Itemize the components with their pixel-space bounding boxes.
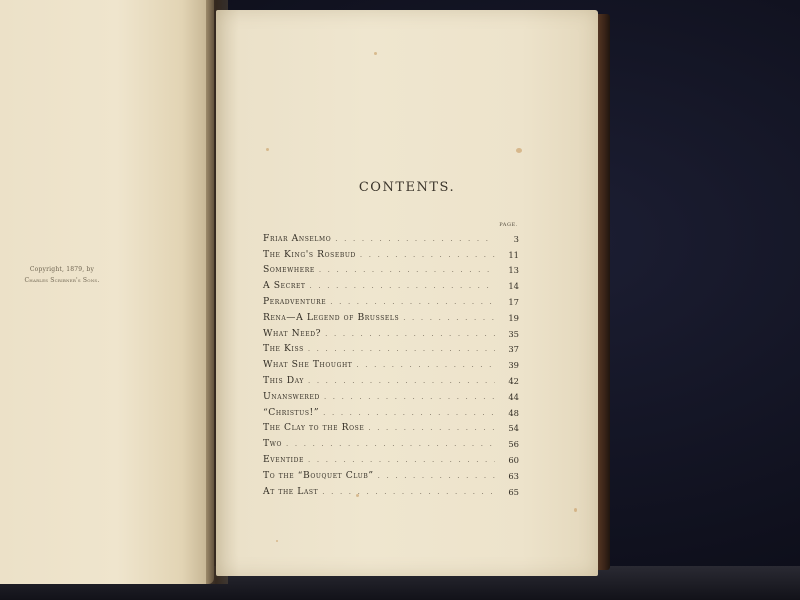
- toc-entry-title: This Day: [263, 374, 304, 386]
- toc-dot-leader: [323, 409, 495, 418]
- toc-entry-page: 11: [508, 249, 519, 260]
- toc-dot-leader: [310, 282, 495, 291]
- toc-entry-page: 37: [508, 344, 519, 355]
- toc-entry-page: 19: [508, 312, 519, 323]
- toc-entry-title: Eventide: [263, 453, 305, 465]
- toc-dot-leader: [322, 488, 495, 497]
- copyright-line-1: Copyright, 1879, by: [29, 266, 95, 273]
- toc-dot-leader: [324, 393, 495, 402]
- toc-entry-page: 48: [508, 407, 519, 418]
- toc-entry-page: 65: [508, 486, 519, 497]
- toc-entry: [263, 418, 519, 434]
- toc-entry-page: 3: [513, 233, 519, 244]
- toc-dot-leader: [378, 472, 495, 481]
- toc-entry-page: 14: [508, 281, 519, 292]
- toc-entry-page: 60: [508, 454, 519, 465]
- toc-dot-leader: [330, 298, 495, 307]
- toc-entry-title: Rena—A Legend of Brussels: [263, 311, 400, 323]
- toc-entry-page: 39: [508, 360, 519, 371]
- toc-dot-leader: [335, 235, 495, 244]
- foxing-spot: [574, 508, 577, 512]
- foxing-spot: [266, 148, 269, 151]
- toc-entry: [263, 465, 519, 481]
- toc-entry-title: The Kiss: [263, 343, 304, 355]
- toc-entry: [263, 323, 519, 339]
- toc-entry: [263, 228, 519, 244]
- toc-dot-leader: [325, 330, 495, 339]
- toc-entry-page: 44: [508, 391, 519, 402]
- toc-entry-title: To the “Bouquet Club”: [263, 469, 374, 481]
- toc-entry: [263, 354, 519, 370]
- toc-entry-title: Peradventure: [263, 295, 327, 307]
- toc-entry: [263, 275, 519, 291]
- toc-dot-leader: [308, 377, 495, 386]
- toc-dot-leader: [319, 266, 495, 275]
- toc-entry: [263, 402, 519, 418]
- toc-entry-page: 54: [508, 423, 519, 434]
- book-cover-edge: [596, 14, 610, 570]
- toc-entry: [263, 244, 519, 260]
- toc-entry-title: Somewhere: [263, 264, 315, 276]
- toc-entry: [263, 370, 519, 386]
- contents-heading: CONTENTS.: [358, 180, 456, 195]
- toc-dot-leader: [368, 424, 495, 433]
- toc-entry-page: 35: [508, 328, 519, 339]
- toc-entry: [263, 433, 519, 449]
- toc-dot-leader: [286, 440, 495, 449]
- toc-entry-title: What She Thought: [263, 359, 353, 371]
- toc-dot-leader: [308, 456, 495, 465]
- toc-entry-page: 17: [508, 296, 519, 307]
- toc-entry: [263, 307, 519, 323]
- toc-entry-page: 56: [508, 439, 519, 450]
- toc-entry-title: The King's Rosebud: [263, 248, 356, 260]
- toc-entry-title: At the Last: [263, 485, 319, 497]
- toc-dot-leader: [360, 251, 495, 260]
- toc-entry-title: “Christus!”: [263, 406, 320, 418]
- toc-dot-leader: [308, 345, 495, 354]
- toc-entry: [263, 291, 519, 307]
- toc-entry: [263, 339, 519, 355]
- toc-entry-page: 13: [508, 265, 519, 276]
- toc-entry-page: 42: [508, 375, 519, 386]
- copyright-notice: [14, 264, 110, 286]
- page-column-label: PAGE.: [499, 222, 518, 228]
- toc-entry: [263, 449, 519, 465]
- foxing-spot: [276, 540, 278, 542]
- copyright-line-2: Charles Scribner's Sons.: [24, 277, 100, 284]
- toc-entry-title: Unanswered: [263, 390, 320, 402]
- toc-entry: [263, 481, 519, 497]
- toc-entry-title: Friar Anselmo: [263, 232, 332, 244]
- toc-entry-title: What Need?: [263, 327, 322, 339]
- table-of-contents: [263, 228, 519, 497]
- toc-entry-title: A Secret: [263, 280, 306, 292]
- foxing-spot: [516, 148, 522, 153]
- toc-entry-title: Two: [263, 438, 283, 450]
- toc-entry: [263, 260, 519, 276]
- toc-entry-title: The Clay to the Rose: [263, 422, 365, 434]
- toc-dot-leader: [356, 361, 495, 370]
- toc-dot-leader: [403, 314, 495, 323]
- foxing-spot: [374, 52, 377, 55]
- left-page: [0, 0, 214, 584]
- toc-entry: [263, 386, 519, 402]
- toc-entry-page: 63: [508, 470, 519, 481]
